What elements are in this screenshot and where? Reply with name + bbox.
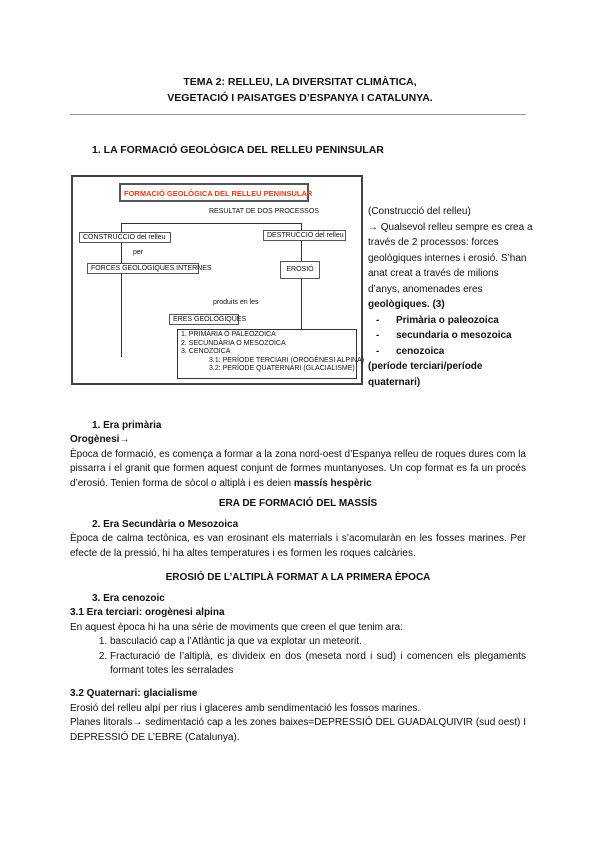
era2-text: Època de calma tectònica, es van erosinant els materrials i s’acomularàn en les fosses marines. Per efecte de la pressió, hi ha altes temperatures i es formen les roques calcàries. xyxy=(70,533,526,559)
side-list-item: - secundaria o mesozoica xyxy=(368,328,533,344)
eras-list-item: 1. PRIMÀRIA O PALEOZOICA xyxy=(181,331,276,338)
connector xyxy=(121,223,122,357)
era3-heading: 3. Era cenozoic xyxy=(92,593,165,604)
era3-p1: Erosió del relleu alpí per rius i glaceres amb sendimentació les fossos marines. xyxy=(70,702,421,714)
title-line-2: VEGETACIÓ I PAISATGES D’ESPANYA I CATALUNYA. xyxy=(167,92,433,104)
diagram-figure xyxy=(71,175,363,385)
era3-sub2: 3.2 Quaternari: glacialisme xyxy=(70,687,198,699)
eras-list-item: 2. SECUNDÀRIA O MESOZOICA xyxy=(181,339,286,347)
diagram-result: RESULTAT DE DOS PROCESSOS xyxy=(209,208,319,215)
forces-box: FORCES GEOLÒGIQUES INTERNES xyxy=(87,263,199,274)
era1-body xyxy=(70,433,526,491)
eras-box: ERES GEOLÒGIQUES xyxy=(169,314,239,325)
side-text: → Qualsevol relleu sempre es crea a través de 2 processos: forces geològiques internes i erosió. S’han anat creat a través de milions d’anys, anomenades eres xyxy=(368,221,533,295)
divider xyxy=(70,114,526,115)
side-intro: (Construcció del relleu) xyxy=(368,206,471,217)
era3-list-item: 2. Fracturació de l’altiplà, es divideix en dos (meseta nord i sud) i comencen els plegaments formant totes les serralades xyxy=(110,650,526,679)
connector xyxy=(121,223,301,224)
eras-list-item: 3.2: PERÍODE QUATERNARI (GLACIALISME) xyxy=(209,365,355,372)
diagram-per: per xyxy=(133,249,144,256)
section-heading: 1. LA FORMACIÓ GEOLÒGICA DEL RELLEU PENINSULAR xyxy=(92,144,384,156)
diagram-produced: produits en les xyxy=(213,299,259,306)
side-note xyxy=(368,204,533,390)
era3-sub1: 3.1 Era terciari: orogènesi alpina xyxy=(70,607,225,618)
caption-2: EROSIÓ DE L’ALTIPLÀ FORMAT A LA PRIMERA ÈPOCA xyxy=(165,572,431,583)
era1-bold: massís hespèric xyxy=(293,477,372,489)
era3-list xyxy=(70,635,526,679)
era3-intro: En aquest època hi ha una sèrie de moviments que creen el que tenim ara: xyxy=(70,621,403,633)
destruction-box: DESTRUCCIÓ del relleu xyxy=(263,230,346,241)
side-list-item: - Primària o paleozoica xyxy=(368,313,533,329)
era3-p2: Planes litorals→ sedimentació cap a les zones baixes=DEPRESSIÓ DEL GUADALQUIVIR (sud oest) I DEPRESSIÓ DE L’EBRE (Catalunya). xyxy=(70,717,526,743)
era3-body xyxy=(70,606,526,745)
side-list-item: - cenozoica xyxy=(368,344,533,360)
erosion-box: EROSIÓ xyxy=(280,261,320,279)
title-line-1: TEMA 2: RELLEU, LA DIVERSITAT CLIMÀTICA, xyxy=(183,76,417,88)
side-note-period: (període terciari/període quaternari) xyxy=(368,361,483,388)
side-list xyxy=(368,313,533,360)
diagram-title: FORMACIÓ GEOLÒGICA DEL RELLEU PENINSULAR xyxy=(119,183,309,202)
era1-sub: Orogènesi→ xyxy=(70,434,130,445)
side-bold: geològiques. (3) xyxy=(368,299,445,310)
era1-text: Època de formació, es comença a formar a la zona nord-oest d’Espanya relleu de roques dures com la pissarra i el granit que formen aquest conjunt de formes muntanyoses. Un cop format es fa un procés d’erosió. Tenien forma de sòcol o altiplà i es deien xyxy=(70,448,526,489)
eras-list-item: 3.1: PERÍODE TERCIARI (OROGÈNESI ALPINA) xyxy=(209,356,365,364)
eras-list xyxy=(177,329,365,379)
construction-box: CONSTRUCCIÓ del relleu xyxy=(79,232,171,243)
era3-list-item: 1. basculació cap a l’Atlàntic ja que va explotar un meteorit. xyxy=(110,635,526,650)
era1-heading: 1. Era primària xyxy=(92,420,162,431)
caption-1: ERA DE FORMACIÓ DEL MASSÍS xyxy=(218,498,378,509)
era2-heading: 2. Era Secundària o Mesozoica xyxy=(92,519,239,530)
eras-list-item: 3. CENOZOICA xyxy=(181,348,231,355)
